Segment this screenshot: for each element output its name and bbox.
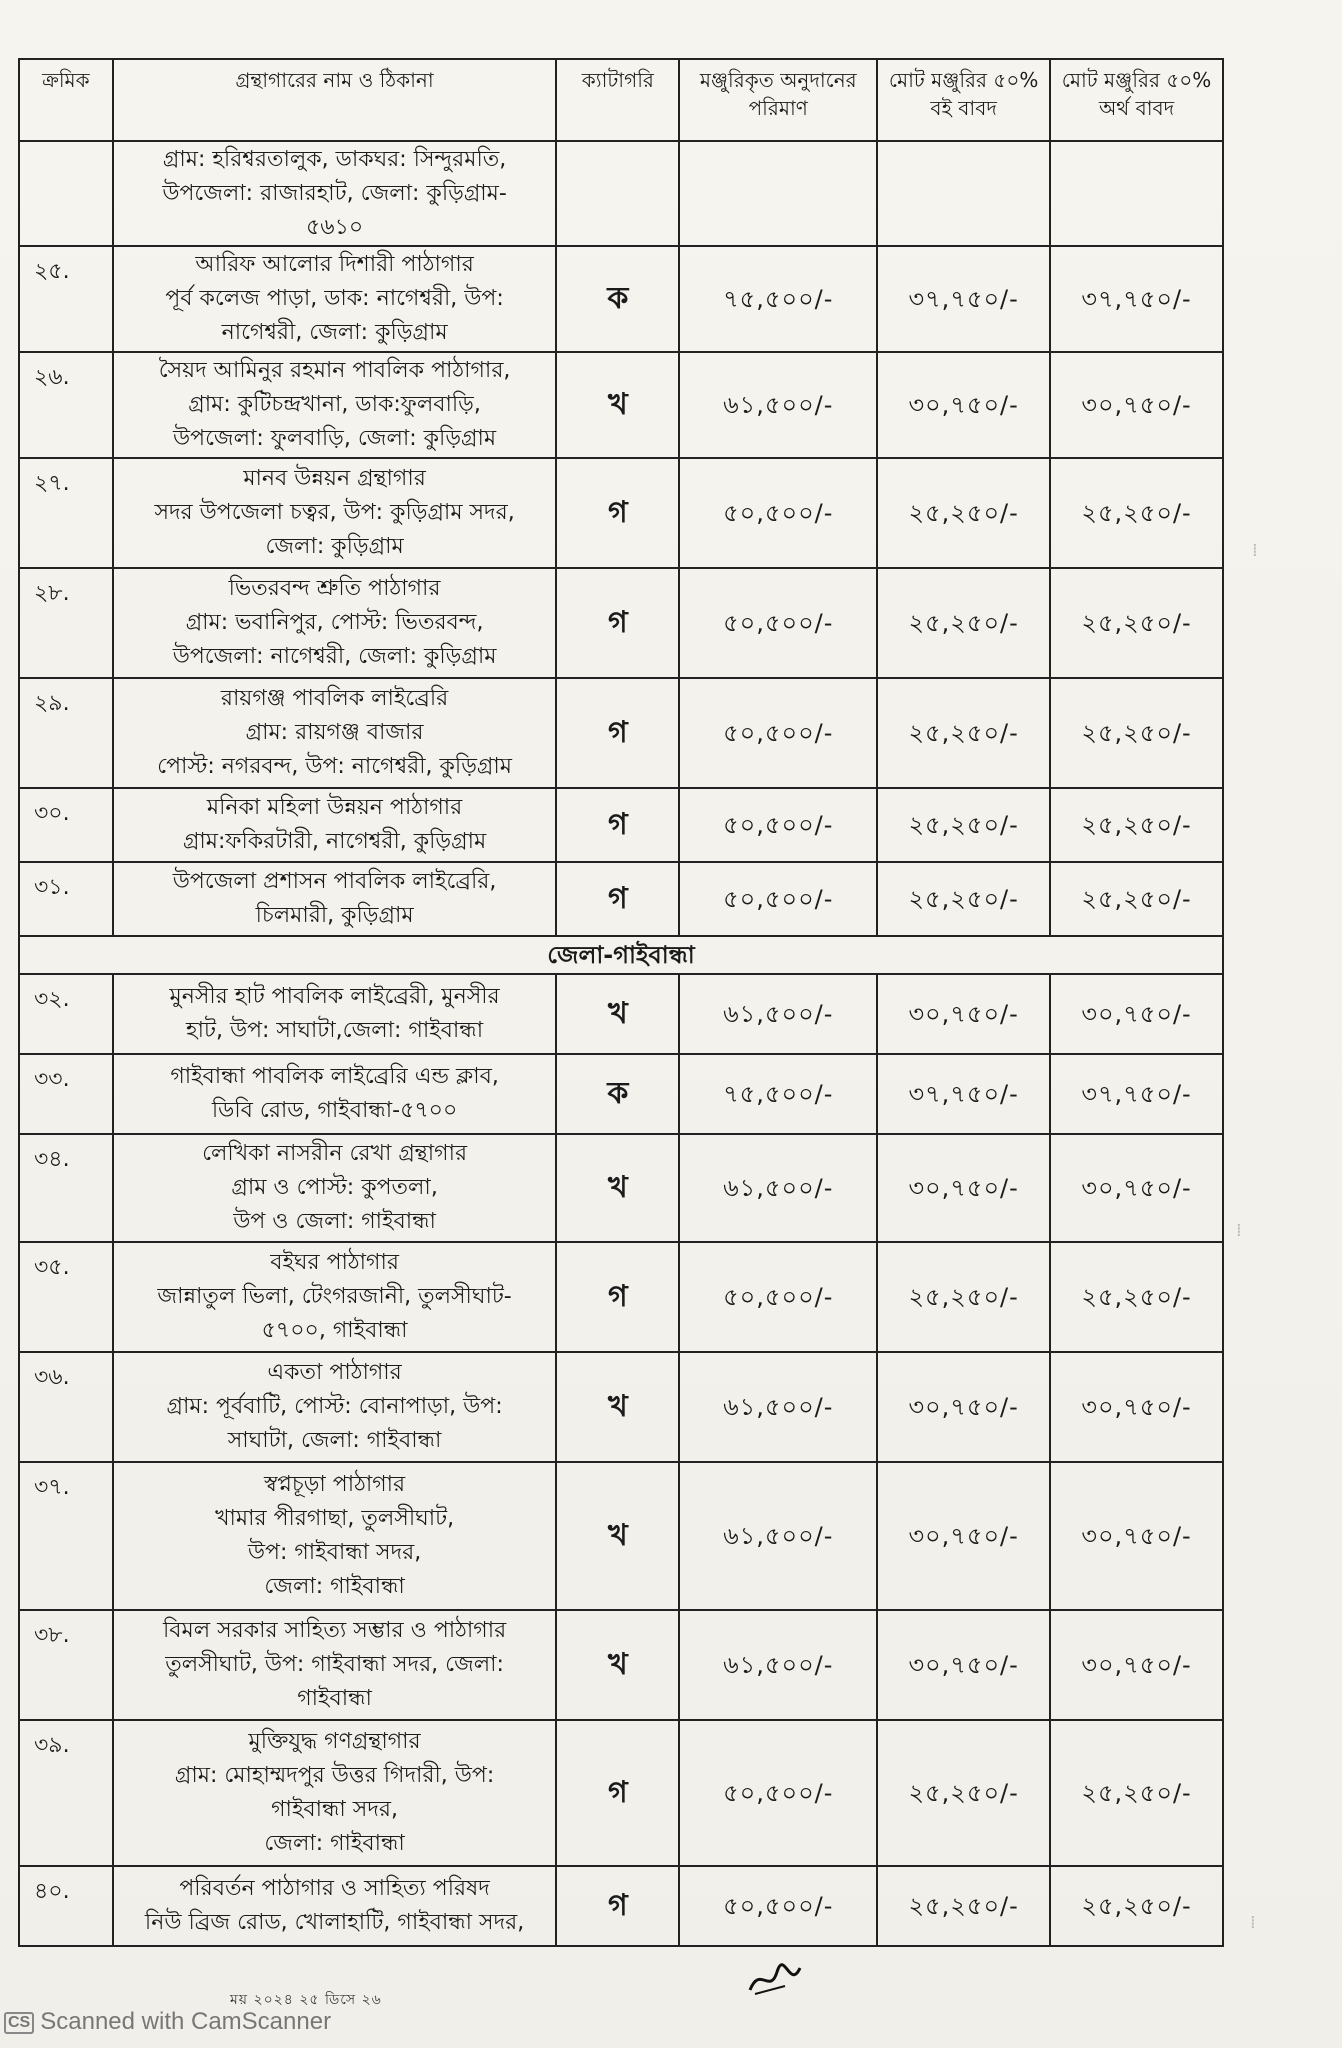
cash-cell: ২৫,২৫০/- bbox=[1050, 568, 1223, 678]
table-row bbox=[19, 1610, 1223, 1720]
scan-mark: ⁞ bbox=[1252, 540, 1258, 561]
amount-cell: ৭৫,৫০০/- bbox=[679, 246, 877, 352]
books-cell: ৩০,৭৫০/- bbox=[877, 352, 1050, 458]
district-heading-row bbox=[19, 936, 1223, 974]
amount-cell: ৬১,৫০০/- bbox=[679, 352, 877, 458]
header-amount: মঞ্জুরিকৃত অনুদানের পরিমাণ bbox=[679, 59, 877, 141]
address-line: উপ ও জেলা: গাইবান্ধা bbox=[233, 1209, 436, 1234]
cash-cell: ৩০,৭৫০/- bbox=[1050, 1134, 1223, 1242]
category-cell: খ bbox=[556, 1462, 679, 1610]
cash-cell: ২৫,২৫০/- bbox=[1050, 1720, 1223, 1866]
cash-cell: ৩০,৭৫০/- bbox=[1050, 1352, 1223, 1462]
amount-cell: ৫০,৫০০/- bbox=[679, 1242, 877, 1352]
serial-cell: ৩৩. bbox=[19, 1054, 113, 1134]
books-cell: ২৫,২৫০/- bbox=[877, 458, 1050, 568]
address-line: উপজেলা: নাগেশ্বরী, জেলা: কুড়িগ্রাম bbox=[172, 644, 497, 669]
amount-cell: ৫০,৫০০/- bbox=[679, 458, 877, 568]
amount-cell: ৬১,৫০০/- bbox=[679, 974, 877, 1054]
library-name-address bbox=[113, 788, 557, 862]
table-row-continued bbox=[19, 141, 1223, 246]
address-line: বইঘর পাঠাগার bbox=[270, 1250, 399, 1275]
table-row bbox=[19, 458, 1223, 568]
address-line: একতা পাঠাগার bbox=[267, 1360, 402, 1385]
address-line: লেখিকা নাসরীন রেখা গ্রন্থাগার bbox=[202, 1141, 468, 1166]
books-cell: ৩০,৭৫০/- bbox=[877, 1610, 1050, 1720]
header-category: ক্যাটাগরি bbox=[556, 59, 679, 141]
address-line: উপজেলা প্রশাসন পাবলিক লাইব্রেরি, bbox=[172, 869, 497, 894]
table-row bbox=[19, 1134, 1223, 1242]
header-row bbox=[19, 59, 1223, 141]
amount-cell: ৭৫,৫০০/- bbox=[679, 1054, 877, 1134]
serial-cell: ৩৭. bbox=[19, 1462, 113, 1610]
address-line: জেলা: গাইবান্ধা bbox=[264, 1831, 405, 1856]
category-cell: খ bbox=[556, 352, 679, 458]
category-cell: গ bbox=[556, 1242, 679, 1352]
address-line: সাঘাটা, জেলা: গাইবান্ধা bbox=[227, 1428, 442, 1453]
cash-cell: ৩৭,৭৫০/- bbox=[1050, 246, 1223, 352]
address-line: রায়গঞ্জ পাবলিক লাইব্রেরি bbox=[220, 686, 449, 711]
cash-cell: ২৫,২৫০/- bbox=[1050, 678, 1223, 788]
category-cell: গ bbox=[556, 1866, 679, 1946]
amount-cell: ৬১,৫০০/- bbox=[679, 1462, 877, 1610]
library-name-address bbox=[113, 1720, 557, 1866]
category-cell: খ bbox=[556, 974, 679, 1054]
address-line: পরিবর্তন পাঠাগার ও সাহিত্য পরিষদ bbox=[179, 1876, 490, 1901]
address-line: জেলা: গাইবান্ধা bbox=[264, 1574, 405, 1599]
header-name: গ্রন্থাগারের নাম ও ঠিকানা bbox=[113, 59, 557, 141]
books-cell: ৩০,৭৫০/- bbox=[877, 1462, 1050, 1610]
table-row bbox=[19, 352, 1223, 458]
address-line: গ্রাম: মোহাম্মদপুর উত্তর গিদারী, উপ: bbox=[174, 1763, 495, 1788]
serial-cell: ৪০. bbox=[19, 1866, 113, 1946]
camscanner-icon: CS bbox=[4, 2012, 34, 2034]
address-line: স্বপ্নচূড়া পাঠাগার bbox=[263, 1472, 406, 1497]
header-serial: ক্রমিক bbox=[19, 59, 113, 141]
library-name-address bbox=[113, 974, 557, 1054]
amount-cell: ৬১,৫০০/- bbox=[679, 1610, 877, 1720]
library-name-address bbox=[113, 1134, 557, 1242]
serial-cell: ৩৯. bbox=[19, 1720, 113, 1866]
signature-mark bbox=[745, 1960, 805, 2000]
cash-cell: ৩০,৭৫০/- bbox=[1050, 1610, 1223, 1720]
library-name-address bbox=[113, 568, 557, 678]
address-line: নিউ ব্রিজ রোড, খোলাহাটি, গাইবান্ধা সদর, bbox=[144, 1910, 525, 1935]
table-row bbox=[19, 862, 1223, 936]
address-line: হাট, উপ: সাঘাটা,জেলা: গাইবান্ধা bbox=[186, 1018, 484, 1043]
address-line: সৈয়দ আমিনুর রহমান পাবলিক পাঠাগার, bbox=[158, 358, 511, 383]
address-line: ৫৭০০, গাইবান্ধা bbox=[261, 1318, 408, 1343]
library-name-address bbox=[113, 1462, 557, 1610]
category-cell: গ bbox=[556, 678, 679, 788]
books-cell: ৩৭,৭৫০/- bbox=[877, 1054, 1050, 1134]
camscanner-watermark bbox=[4, 2008, 331, 2036]
address-line: গ্রাম:ফকিরটারী, নাগেশ্বরী, কুড়িগ্রাম bbox=[182, 829, 487, 854]
serial-cell: ৩২. bbox=[19, 974, 113, 1054]
watermark-text: Scanned with CamScanner bbox=[40, 2008, 332, 2035]
library-name-address bbox=[113, 1242, 557, 1352]
library-name-address bbox=[113, 1866, 557, 1946]
library-name-address bbox=[113, 1610, 557, 1720]
footer-note: ময় ২০২৪ ২৫ ডিসে ২৬ bbox=[230, 1992, 382, 2008]
address-line: জেলা: কুড়িগ্রাম bbox=[265, 534, 404, 559]
cash-cell: ২৫,২৫০/- bbox=[1050, 1242, 1223, 1352]
books-cell: ২৫,২৫০/- bbox=[877, 1866, 1050, 1946]
district-heading: জেলা-গাইবান্ধা bbox=[19, 936, 1223, 974]
address-line: গাইবান্ধা সদর, bbox=[271, 1797, 398, 1822]
address-line: নাগেশ্বরী, জেলা: কুড়িগ্রাম bbox=[221, 320, 448, 345]
books-cell bbox=[877, 141, 1050, 246]
library-name-address bbox=[113, 352, 557, 458]
category-cell: গ bbox=[556, 1720, 679, 1866]
library-name-address bbox=[113, 862, 557, 936]
books-cell: ৩০,৭৫০/- bbox=[877, 974, 1050, 1054]
amount-cell: ৫০,৫০০/- bbox=[679, 862, 877, 936]
address-line: গ্রাম: হরিশ্বরতালুক, ডাকঘর: সিন্দুরমতি, bbox=[162, 146, 507, 172]
cash-cell: ২৫,২৫০/- bbox=[1050, 788, 1223, 862]
amount-cell: ৫০,৫০০/- bbox=[679, 568, 877, 678]
cash-cell: ৩০,৭৫০/- bbox=[1050, 1462, 1223, 1610]
address-line: গ্রাম ও পোস্ট: কুপতলা, bbox=[231, 1175, 438, 1200]
scan-mark: ⁞ bbox=[1250, 1912, 1256, 1933]
cash-cell: ৩৭,৭৫০/- bbox=[1050, 1054, 1223, 1134]
address-line: উপজেলা: রাজারহাট, জেলা: কুড়িগ্রাম- bbox=[162, 180, 507, 206]
table-row bbox=[19, 1462, 1223, 1610]
table-row bbox=[19, 974, 1223, 1054]
address-line: ভিতরবন্দ শ্রুতি পাঠাগার bbox=[228, 576, 441, 601]
category-cell: গ bbox=[556, 568, 679, 678]
category-cell: গ bbox=[556, 458, 679, 568]
amount-cell: ৫০,৫০০/- bbox=[679, 1720, 877, 1866]
serial-cell: ২৮. bbox=[19, 568, 113, 678]
serial-cell: ২৯. bbox=[19, 678, 113, 788]
library-name-address bbox=[113, 246, 557, 352]
address-line: পূর্ব কলেজ পাড়া, ডাক: নাগেশ্বরী, উপ: bbox=[165, 286, 504, 311]
books-cell: ২৫,২৫০/- bbox=[877, 568, 1050, 678]
table-row bbox=[19, 1352, 1223, 1462]
address-line: গ্রাম: কুটিচন্দ্রখানা, ডাক:ফুলবাড়ি, bbox=[188, 392, 481, 417]
address-line: মুনসীর হাট পাবলিক লাইব্রেরী, মুনসীর bbox=[169, 984, 500, 1009]
amount-cell: ৬১,৫০০/- bbox=[679, 1134, 877, 1242]
category-cell bbox=[556, 141, 679, 246]
serial-cell: ২৫. bbox=[19, 246, 113, 352]
table-row bbox=[19, 1720, 1223, 1866]
address-line: মুক্তিযুদ্ধ গণগ্রন্থাগার bbox=[248, 1729, 421, 1754]
category-cell: ক bbox=[556, 1054, 679, 1134]
serial-cell: ৩৫. bbox=[19, 1242, 113, 1352]
table-row bbox=[19, 246, 1223, 352]
address-line: তুলসীঘাট, উপ: গাইবান্ধা সদর, জেলা: bbox=[165, 1652, 504, 1677]
books-cell: ৩০,৭৫০/- bbox=[877, 1352, 1050, 1462]
library-name-address bbox=[113, 678, 557, 788]
header-books: মোট মঞ্জুরির ৫০% বই বাবদ bbox=[877, 59, 1050, 141]
books-cell: ২৫,২৫০/- bbox=[877, 1242, 1050, 1352]
cash-cell bbox=[1050, 141, 1223, 246]
books-cell: ৩০,৭৫০/- bbox=[877, 1134, 1050, 1242]
cash-cell: ৩০,৭৫০/- bbox=[1050, 352, 1223, 458]
books-cell: ২৫,২৫০/- bbox=[877, 678, 1050, 788]
serial-cell: ৩৬. bbox=[19, 1352, 113, 1462]
address-line: খামার পীরগাছা, তুলসীঘাট, bbox=[215, 1506, 455, 1531]
serial-cell: ২৭. bbox=[19, 458, 113, 568]
grant-table bbox=[18, 58, 1224, 1947]
library-name-address bbox=[113, 458, 557, 568]
serial-cell: ৩৪. bbox=[19, 1134, 113, 1242]
address-line: মানব উন্নয়ন গ্রন্থাগার bbox=[243, 466, 426, 491]
header-cash: মোট মঞ্জুরির ৫০% অর্থ বাবদ bbox=[1050, 59, 1223, 141]
address-line: চিলমারী, কুড়িগ্রাম bbox=[255, 903, 414, 928]
cash-cell: ২৫,২৫০/- bbox=[1050, 458, 1223, 568]
amount-cell: ৫০,৫০০/- bbox=[679, 1866, 877, 1946]
category-cell: খ bbox=[556, 1134, 679, 1242]
books-cell: ২৫,২৫০/- bbox=[877, 862, 1050, 936]
address-line: ৫৬১০ bbox=[305, 214, 364, 240]
address-line: গাইবান্ধা bbox=[297, 1686, 372, 1711]
category-cell: গ bbox=[556, 862, 679, 936]
books-cell: ২৫,২৫০/- bbox=[877, 1720, 1050, 1866]
address-line: গ্রাম: ভবানিপুর, পোস্ট: ভিতরবন্দ, bbox=[185, 610, 484, 635]
amount-cell: ৫০,৫০০/- bbox=[679, 678, 877, 788]
amount-cell bbox=[679, 141, 877, 246]
table-row bbox=[19, 1242, 1223, 1352]
address-line: সদর উপজেলা চত্বর, উপ: কুড়িগ্রাম সদর, bbox=[154, 500, 515, 525]
serial-cell: ৩১. bbox=[19, 862, 113, 936]
scan-mark: ⁞ bbox=[1236, 1220, 1242, 1241]
books-cell: ৩৭,৭৫০/- bbox=[877, 246, 1050, 352]
address-line: গ্রাম: পূর্ববাটি, পোস্ট: বোনাপাড়া, উপ: bbox=[166, 1394, 503, 1419]
books-cell: ২৫,২৫০/- bbox=[877, 788, 1050, 862]
category-cell: খ bbox=[556, 1610, 679, 1720]
table-row bbox=[19, 678, 1223, 788]
address-line: গাইবান্ধা পাবলিক লাইব্রেরি এন্ড ক্লাব, bbox=[170, 1064, 499, 1089]
cash-cell: ৩০,৭৫০/- bbox=[1050, 974, 1223, 1054]
amount-cell: ৬১,৫০০/- bbox=[679, 1352, 877, 1462]
table-row bbox=[19, 1054, 1223, 1134]
address-line: মনিকা মহিলা উন্নয়ন পাঠাগার bbox=[206, 795, 463, 820]
address-line: ডিবি রোড, গাইবান্ধা-৫৭০০ bbox=[211, 1098, 458, 1123]
address-line: আরিফ আলোর দিশারী পাঠাগার bbox=[195, 252, 474, 277]
table-row bbox=[19, 1866, 1223, 1946]
table-row bbox=[19, 568, 1223, 678]
category-cell: ক bbox=[556, 246, 679, 352]
cash-cell: ২৫,২৫০/- bbox=[1050, 1866, 1223, 1946]
library-name-address bbox=[113, 141, 557, 246]
library-name-address bbox=[113, 1352, 557, 1462]
serial-cell: ৩০. bbox=[19, 788, 113, 862]
address-line: গ্রাম: রায়গঞ্জ বাজার bbox=[245, 720, 424, 745]
serial-cell bbox=[19, 141, 113, 246]
cash-cell: ২৫,২৫০/- bbox=[1050, 862, 1223, 936]
address-line: পোস্ট: নগরবন্দ, উপ: নাগেশ্বরী, কুড়িগ্রাম bbox=[157, 754, 512, 779]
library-name-address bbox=[113, 1054, 557, 1134]
amount-cell: ৫০,৫০০/- bbox=[679, 788, 877, 862]
address-line: উপ: গাইবান্ধা সদর, bbox=[247, 1540, 422, 1565]
address-line: উপজেলা: ফুলবাড়ি, জেলা: কুড়িগ্রাম bbox=[173, 426, 497, 451]
serial-cell: ২৬. bbox=[19, 352, 113, 458]
address-line: জান্নাতুল ভিলা, টেংগরজানী, তুলসীঘাট- bbox=[157, 1284, 512, 1309]
serial-cell: ৩৮. bbox=[19, 1610, 113, 1720]
category-cell: খ bbox=[556, 1352, 679, 1462]
category-cell: গ bbox=[556, 788, 679, 862]
table-row bbox=[19, 788, 1223, 862]
address-line: বিমল সরকার সাহিত্য সম্ভার ও পাঠাগার bbox=[162, 1618, 507, 1643]
